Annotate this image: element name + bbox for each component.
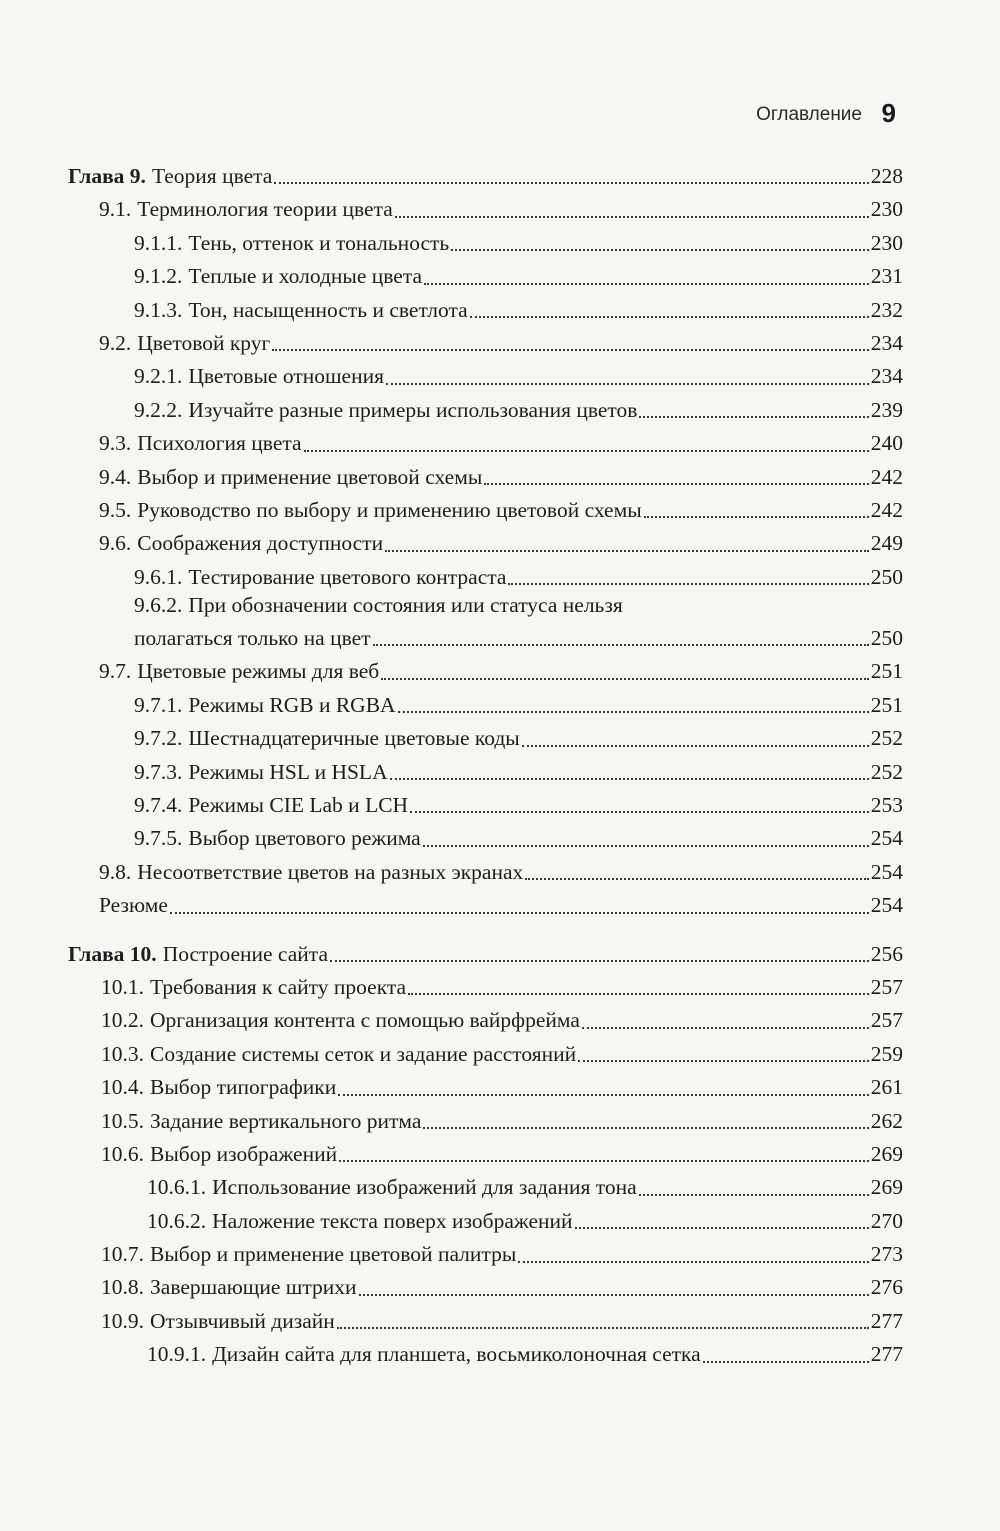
dot-leader: [410, 811, 869, 813]
page-ref: 228: [870, 163, 903, 188]
dot-leader: [386, 383, 869, 385]
entry-title: Цветовой круг: [137, 330, 271, 355]
entry-title: Выбор и применение цветовой схемы: [137, 464, 483, 489]
dot-leader: [508, 583, 868, 585]
entry-title: Выбор изображений: [150, 1141, 338, 1166]
chapter-9: [68, 160, 903, 923]
toc-entry[interactable]: [68, 494, 903, 527]
page-ref: 242: [870, 497, 903, 522]
entry-number: 9.1.1.: [134, 230, 183, 255]
dot-leader: [381, 678, 869, 680]
dot-leader: [575, 1227, 869, 1229]
entry-number: 9.6.2.: [134, 592, 183, 617]
page-ref: 252: [870, 726, 903, 751]
running-header-title: Оглавление: [756, 104, 862, 125]
entry-number: 10.5.: [101, 1108, 144, 1133]
toc-entry[interactable]: [68, 394, 903, 427]
dot-leader: [578, 1060, 869, 1062]
toc-entry[interactable]: [68, 327, 903, 360]
dot-leader: [359, 1294, 869, 1296]
entry-title: Выбор цветового режима: [188, 826, 421, 851]
dot-leader: [525, 878, 868, 880]
dot-leader: [582, 1027, 869, 1029]
page-ref: 251: [870, 692, 903, 717]
page-ref: 242: [870, 464, 903, 489]
page-ref: 261: [870, 1075, 903, 1100]
page-ref: 249: [870, 531, 903, 556]
entry-number: 9.5.: [99, 497, 132, 522]
dot-leader: [423, 1127, 868, 1129]
toc-entry[interactable]: [68, 193, 903, 226]
entry-title: Шестнадцатеричные цветовые коды: [188, 726, 520, 751]
dot-leader: [484, 483, 868, 485]
toc-entry[interactable]: [68, 971, 903, 1004]
dot-leader: [385, 550, 869, 552]
entry-number: 10.7.: [101, 1242, 144, 1267]
entry-title: Организация контента с помощью вайрфрейма: [150, 1008, 580, 1033]
toc-entry[interactable]: [68, 1238, 903, 1271]
page-ref: 250: [870, 626, 903, 651]
page-ref: 253: [870, 793, 903, 818]
dot-leader: [395, 216, 869, 218]
dot-leader: [644, 516, 869, 518]
entry-title: Изучайте разные примеры использования цветов: [188, 397, 638, 422]
running-header: [0, 98, 1000, 132]
page-ref: 276: [870, 1275, 903, 1300]
entry-title: Цветовые режимы для веб: [137, 659, 380, 684]
toc-entry[interactable]: [68, 1338, 903, 1371]
page-ref: 273: [870, 1242, 903, 1267]
dot-leader: [339, 1160, 869, 1162]
entry-title: Терминология теории цвета: [137, 197, 393, 222]
entry-title: Дизайн сайта для планшета, восьмиколоночная сетка: [212, 1342, 701, 1367]
table-of-contents: [68, 160, 903, 1387]
entry-number: 9.1.3.: [134, 297, 183, 322]
entry-number: 9.7.3.: [134, 759, 183, 784]
dot-leader: [518, 1261, 868, 1263]
dot-leader: [423, 845, 869, 847]
page-number: 9: [881, 98, 896, 128]
entry-number: 9.4.: [99, 464, 132, 489]
dot-leader: [408, 993, 869, 995]
toc-entry[interactable]: [68, 1038, 903, 1071]
dot-leader: [390, 778, 869, 780]
page-ref: 256: [870, 941, 903, 966]
dot-leader: [522, 745, 869, 747]
entry-title: Требования к сайту проекта: [150, 974, 407, 999]
dot-leader: [639, 416, 868, 418]
entry-title: Тестирование цветового контраста: [188, 564, 507, 589]
entry-title: Психология цвета: [137, 431, 302, 456]
entry-title: Завершающие штрихи: [150, 1275, 357, 1300]
entry-title: Теплые и холодные цвета: [188, 264, 423, 289]
page-ref: 234: [870, 330, 903, 355]
entry-title: Режимы CIE Lab и LCH: [188, 793, 409, 818]
entry-number: 9.8.: [99, 859, 132, 884]
entry-title: Выбор типографики: [150, 1075, 337, 1100]
toc-entry[interactable]: [68, 260, 903, 293]
entry-number: 9.7.2.: [134, 726, 183, 751]
page-ref: 251: [870, 659, 903, 684]
entry-number: 9.2.1.: [134, 364, 183, 389]
toc-entry[interactable]: [68, 889, 903, 922]
dot-leader: [170, 912, 869, 914]
toc-chapter-heading[interactable]: [68, 938, 903, 971]
toc-entry[interactable]: [68, 294, 903, 327]
toc-entry[interactable]: [68, 1205, 903, 1238]
entry-number: 9.2.2.: [134, 397, 183, 422]
page-ref: 239: [870, 397, 903, 422]
toc-entry[interactable]: [68, 1004, 903, 1037]
entry-title: Тень, оттенок и тональность: [188, 230, 450, 255]
chapter-label: Глава 9.: [68, 163, 146, 188]
toc-entry[interactable]: [68, 1138, 903, 1171]
page-ref: 257: [870, 974, 903, 999]
toc-entry[interactable]: [68, 227, 903, 260]
dot-leader: [639, 1194, 869, 1196]
page-ref: 230: [870, 230, 903, 255]
entry-title: Резюме: [99, 893, 168, 918]
entry-title: Соображения доступности: [137, 531, 384, 556]
toc-entry[interactable]: [68, 1272, 903, 1305]
toc-entry[interactable]: [68, 856, 903, 889]
page-ref: 231: [870, 264, 903, 289]
entry-number: 9.7.5.: [134, 826, 183, 851]
entry-title: Режимы RGB и RGBA: [188, 692, 396, 717]
toc-entry[interactable]: [68, 360, 903, 393]
chapter-title: Построение сайта: [162, 941, 328, 966]
dot-leader: [424, 283, 869, 285]
dot-leader: [337, 1327, 869, 1329]
dot-leader: [304, 450, 869, 452]
entry-number: 9.6.: [99, 531, 132, 556]
entry-number: 10.6.: [101, 1141, 144, 1166]
page-ref: 230: [870, 197, 903, 222]
page-ref: 234: [870, 364, 903, 389]
page-ref: 257: [870, 1008, 903, 1033]
page-ref: 277: [870, 1342, 903, 1367]
dot-leader: [470, 316, 869, 318]
toc-entry[interactable]: [68, 655, 903, 688]
dot-leader: [451, 249, 869, 251]
entry-number: 9.1.2.: [134, 264, 183, 289]
dot-leader: [703, 1361, 869, 1363]
entry-title: Цветовые отношения: [188, 364, 384, 389]
toc-entry[interactable]: [68, 427, 903, 460]
entry-number: 10.8.: [101, 1275, 144, 1300]
entry-title: Создание системы сеток и задание расстояний: [150, 1041, 577, 1066]
entry-title: Использование изображений для задания тона: [212, 1175, 637, 1200]
entry-number: 10.2.: [101, 1008, 144, 1033]
chapter-10: [68, 938, 903, 1372]
dot-leader: [338, 1094, 868, 1096]
entry-number: 10.6.2.: [147, 1208, 207, 1233]
toc-entry-line2[interactable]: [68, 622, 903, 655]
toc-entry[interactable]: [68, 789, 903, 822]
toc-entry[interactable]: [68, 1105, 903, 1138]
entry-number: 10.4.: [101, 1075, 144, 1100]
entry-number: 9.6.1.: [134, 564, 183, 589]
toc-entry[interactable]: [68, 527, 903, 560]
toc-entry[interactable]: [68, 461, 903, 494]
toc-entry[interactable]: [68, 1171, 903, 1204]
entry-title: Руководство по выбору и применению цветовой схемы: [137, 497, 642, 522]
entry-title-line1: При обозначении состояния или статуса нельзя: [188, 592, 623, 617]
entry-number: 9.7.1.: [134, 692, 183, 717]
entry-title: Задание вертикального ритма: [150, 1108, 422, 1133]
entry-title: Режимы HSL и HSLA: [188, 759, 388, 784]
entry-number: 9.7.: [99, 659, 132, 684]
page-ref: 269: [870, 1175, 903, 1200]
entry-title: Отзывчивый дизайн: [150, 1308, 335, 1333]
page-ref: 240: [870, 431, 903, 456]
page-ref: 259: [870, 1041, 903, 1066]
chapter-title: Теория цвета: [151, 163, 273, 188]
page-ref: 254: [870, 893, 903, 918]
toc-entry[interactable]: [68, 1305, 903, 1338]
entry-title: Несоответствие цветов на разных экранах: [137, 859, 524, 884]
entry-number: 9.2.: [99, 330, 132, 355]
page-ref: 250: [870, 564, 903, 589]
dot-leader: [272, 349, 868, 351]
entry-number: 10.1.: [101, 974, 144, 999]
page-ref: 277: [870, 1308, 903, 1333]
entry-title: Тон, насыщенность и светлота: [188, 297, 468, 322]
entry-title-line2: полагаться только на цвет: [134, 626, 371, 651]
entry-number: 9.3.: [99, 431, 132, 456]
dot-leader: [274, 182, 868, 184]
page-ref: 254: [870, 859, 903, 884]
entry-number: 9.7.4.: [134, 793, 183, 818]
page-ref: 254: [870, 826, 903, 851]
page-ref: 232: [870, 297, 903, 322]
page-ref: 270: [870, 1208, 903, 1233]
chapter-label: Глава 10.: [68, 941, 157, 966]
entry-number: 10.6.1.: [147, 1175, 207, 1200]
entry-title: Выбор и применение цветовой палитры: [150, 1242, 517, 1267]
entry-title: Наложение текста поверх изображений: [212, 1208, 573, 1233]
page-ref: 269: [870, 1141, 903, 1166]
dot-leader: [398, 711, 869, 713]
page-ref: 262: [870, 1108, 903, 1133]
entry-number: 9.1.: [99, 197, 132, 222]
entry-number: 10.9.1.: [147, 1342, 207, 1367]
toc-chapter-heading[interactable]: [68, 160, 903, 193]
entry-number: 10.9.: [101, 1308, 144, 1333]
toc-entry[interactable]: [68, 722, 903, 755]
entry-number: 10.3.: [101, 1041, 144, 1066]
toc-entry-line1[interactable]: [68, 594, 903, 622]
page-ref: 252: [870, 759, 903, 784]
toc-entry[interactable]: [68, 1071, 903, 1104]
toc-entry[interactable]: [68, 689, 903, 722]
toc-entry[interactable]: [68, 822, 903, 855]
toc-entry[interactable]: [68, 756, 903, 789]
dot-leader: [373, 644, 869, 646]
dot-leader: [330, 960, 869, 962]
